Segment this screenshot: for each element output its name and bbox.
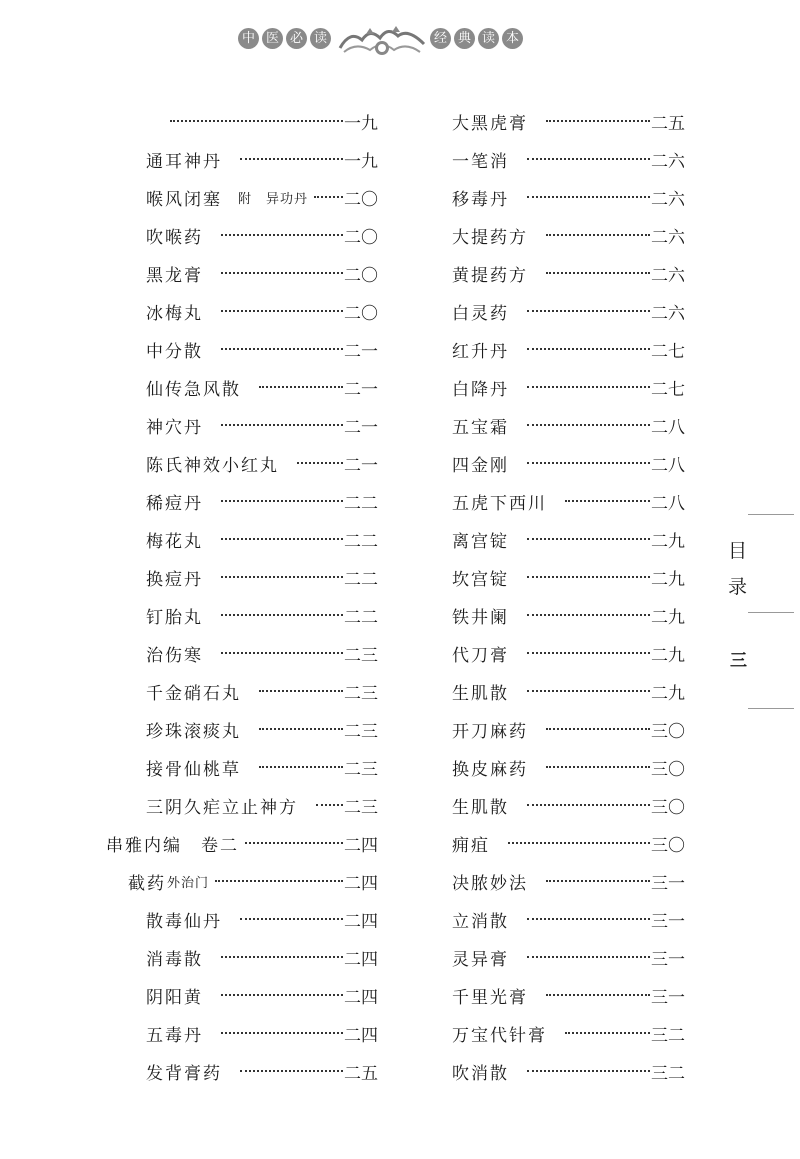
- toc-entry[interactable]: [146, 444, 378, 482]
- toc-entry[interactable]: [146, 938, 378, 976]
- toc-entry[interactable]: [146, 292, 378, 330]
- toc-entry-page: 一九: [344, 151, 378, 172]
- toc-entry-page: 二二: [344, 569, 378, 590]
- dot-leader: [527, 462, 650, 464]
- dot-leader: [221, 614, 343, 616]
- dot-leader: [546, 728, 650, 730]
- toc-entry-page: 二九: [651, 531, 685, 552]
- toc-entry-title: 治伤寒: [146, 645, 203, 666]
- dot-leader: [565, 1032, 650, 1034]
- dot-leader: [527, 158, 650, 160]
- dot-leader: [546, 880, 650, 882]
- dot-leader: [527, 1070, 650, 1072]
- toc-entry-page: 二一: [344, 417, 378, 438]
- toc-entry-title: 一笔消: [452, 151, 509, 172]
- toc-entry[interactable]: [452, 786, 685, 824]
- toc-entry[interactable]: [128, 862, 378, 900]
- dot-leader: [240, 158, 343, 160]
- toc-entry-title: 万宝代针膏: [452, 1025, 547, 1046]
- toc-entry[interactable]: [452, 824, 685, 862]
- toc-entry-page: 二五: [344, 1063, 378, 1084]
- header-book-title: [430, 28, 523, 49]
- toc-entry-title: 黄提药方: [452, 265, 528, 286]
- toc-entry-page: 三〇: [651, 721, 685, 742]
- toc-entry[interactable]: [106, 824, 378, 862]
- toc-entry[interactable]: [452, 596, 685, 634]
- toc-entry-title: 生肌散: [452, 797, 509, 818]
- toc-entry-title: 钉胎丸: [146, 607, 203, 628]
- toc-entry[interactable]: [146, 140, 378, 178]
- header-ornament-icon: [336, 22, 428, 58]
- toc-entry[interactable]: [146, 976, 378, 1014]
- toc-entry-page: 三一: [651, 987, 685, 1008]
- toc-entry[interactable]: [146, 520, 378, 558]
- toc-entry[interactable]: [146, 216, 378, 254]
- toc-entry[interactable]: [452, 748, 685, 786]
- toc-entry-page: 二三: [344, 797, 378, 818]
- dot-leader: [221, 652, 343, 654]
- toc-entry-title: 灵异膏: [452, 949, 509, 970]
- toc-entry[interactable]: [452, 140, 685, 178]
- toc-entry-title: 白灵药: [452, 303, 509, 324]
- toc-entry-page: 二〇: [344, 189, 378, 210]
- dot-leader: [527, 424, 650, 426]
- toc-entry[interactable]: [146, 330, 378, 368]
- toc-entry-page: 三〇: [651, 797, 685, 818]
- toc-entry-title: 坎宫锭: [452, 569, 509, 590]
- toc-entry-title: 黑龙膏: [146, 265, 203, 286]
- toc-entry-page: 二一: [344, 341, 378, 362]
- dot-leader: [546, 766, 650, 768]
- toc-entry[interactable]: [452, 178, 685, 216]
- toc-entry-page: 二六: [651, 151, 685, 172]
- dot-leader: [221, 348, 343, 350]
- dot-leader: [221, 234, 343, 236]
- toc-entry-title: 代刀膏: [452, 645, 509, 666]
- dot-leader: [316, 804, 343, 806]
- dot-leader: [527, 196, 650, 198]
- toc-entry-title: 五虎下西川: [452, 493, 547, 514]
- toc-entry[interactable]: [146, 406, 378, 444]
- dot-leader: [259, 766, 343, 768]
- dot-leader: [221, 956, 343, 958]
- toc-entry-page: 二三: [344, 645, 378, 666]
- toc-entry[interactable]: [452, 482, 685, 520]
- toc-entry-title: 神穴丹: [146, 417, 203, 438]
- side-title-char: 录: [728, 576, 748, 598]
- dot-leader: [221, 994, 343, 996]
- dot-leader: [546, 234, 650, 236]
- toc-entry-page: 二三: [344, 721, 378, 742]
- toc-entry[interactable]: [146, 596, 378, 634]
- dot-leader: [221, 500, 343, 502]
- header-char: 读: [310, 28, 331, 49]
- toc-entry[interactable]: [452, 102, 685, 140]
- toc-entry-title: 通耳神丹: [146, 151, 222, 172]
- toc-entry-title: 消毒散: [146, 949, 203, 970]
- dot-leader: [527, 652, 650, 654]
- page-header: [0, 22, 800, 62]
- toc-entry-page: 二五: [651, 113, 685, 134]
- toc-entry-title: 换皮麻药: [452, 759, 528, 780]
- toc-entry-title: 四金刚: [452, 455, 509, 476]
- toc-entry[interactable]: [452, 558, 685, 596]
- toc-entry-title: 中分散: [146, 341, 203, 362]
- toc-entry-title: 大提药方: [452, 227, 528, 248]
- toc-entry-page: 二四: [344, 949, 378, 970]
- dot-leader: [527, 576, 650, 578]
- toc-entry-title: 开刀麻药: [452, 721, 528, 742]
- toc-entry[interactable]: [452, 1014, 685, 1052]
- dot-leader: [259, 386, 343, 388]
- toc-entry-page: 二三: [344, 683, 378, 704]
- toc-entry-page: 二一: [344, 455, 378, 476]
- toc-entry-page: 三一: [651, 873, 685, 894]
- toc-entry-page: 二六: [651, 227, 685, 248]
- toc-entry-page: 二六: [651, 189, 685, 210]
- toc-entry-page: 二〇: [344, 303, 378, 324]
- toc-entry[interactable]: [146, 368, 378, 406]
- dot-leader: [240, 918, 343, 920]
- toc-entry-page: 二四: [344, 835, 378, 856]
- toc-entry-page: 二六: [651, 265, 685, 286]
- toc-entry-title: 仙传急风散: [146, 379, 241, 400]
- toc-entry-page: 二四: [344, 1025, 378, 1046]
- toc-entry-page: 二一: [344, 379, 378, 400]
- dot-leader: [297, 462, 343, 464]
- toc-entry-page: 二四: [344, 987, 378, 1008]
- toc-entry[interactable]: [452, 520, 685, 558]
- toc-entry-page: 二六: [651, 303, 685, 324]
- toc-entry[interactable]: [452, 368, 685, 406]
- toc-entry-title: 痈疽: [452, 835, 490, 856]
- toc-entry[interactable]: [452, 330, 685, 368]
- toc-entry[interactable]: [146, 482, 378, 520]
- side-tab: [722, 514, 770, 709]
- toc-entry-title: 五毒丹: [146, 1025, 203, 1046]
- toc-entry-title: 冰梅丸: [146, 303, 203, 324]
- toc-entry-title: 千里光膏: [452, 987, 528, 1008]
- dot-leader: [221, 576, 343, 578]
- header-char: 读: [478, 28, 499, 49]
- dot-leader: [527, 804, 650, 806]
- toc-entry-title: 喉风闭塞: [146, 189, 222, 210]
- dot-leader: [527, 956, 650, 958]
- toc-entry[interactable]: [146, 1014, 378, 1052]
- toc-entry-title: 移毒丹: [452, 189, 509, 210]
- toc-entry-page: 二二: [344, 531, 378, 552]
- dot-leader: [546, 120, 650, 122]
- toc-entry-page: 三一: [651, 911, 685, 932]
- toc-entry-page: 二八: [651, 417, 685, 438]
- side-title-char: 目: [728, 540, 748, 562]
- toc-entry-title: 吹喉药: [146, 227, 203, 248]
- toc-entry[interactable]: [452, 216, 685, 254]
- toc-entry[interactable]: [452, 862, 685, 900]
- toc-entry[interactable]: [452, 292, 685, 330]
- dot-leader: [546, 994, 650, 996]
- dot-leader: [508, 842, 650, 844]
- toc-entry[interactable]: [452, 634, 685, 672]
- toc-entry-page: 三二: [651, 1063, 685, 1084]
- dot-leader: [245, 842, 343, 844]
- dot-leader: [527, 690, 650, 692]
- toc-entry[interactable]: [146, 1052, 378, 1090]
- toc-entry[interactable]: [146, 634, 378, 672]
- toc-entry-page: 二八: [651, 455, 685, 476]
- dot-leader: [221, 1032, 343, 1034]
- toc-entry-page: 二九: [651, 645, 685, 666]
- dot-leader: [527, 538, 650, 540]
- toc-entry-page: 三〇: [651, 835, 685, 856]
- toc-entry[interactable]: [146, 254, 378, 292]
- toc-entry[interactable]: [146, 748, 378, 786]
- toc-entry-title: 换痘丹: [146, 569, 203, 590]
- toc-entry[interactable]: [452, 406, 685, 444]
- toc-entry-note: 附 异功丹: [238, 191, 309, 207]
- toc-entry-title: 散毒仙丹: [146, 911, 222, 932]
- dot-leader: [259, 690, 343, 692]
- toc-entry-page: 二七: [651, 341, 685, 362]
- toc-entry-title: 吹消散: [452, 1063, 509, 1084]
- toc-entry-title: 珍珠滚痰丸: [146, 721, 241, 742]
- dot-leader: [565, 500, 650, 502]
- header-char: 本: [502, 28, 523, 49]
- dot-leader: [170, 120, 343, 122]
- toc-entry-title: 阴阳黄: [146, 987, 203, 1008]
- toc-entry-title: 串雅内编 卷二: [106, 835, 239, 856]
- toc-entry[interactable]: [452, 1052, 685, 1090]
- dot-leader: [215, 880, 343, 882]
- dot-leader: [221, 538, 343, 540]
- toc-entry-title: 铁井阑: [452, 607, 509, 628]
- toc-entry[interactable]: [452, 900, 685, 938]
- toc-entry[interactable]: [146, 558, 378, 596]
- toc-entry-page: 二七: [651, 379, 685, 400]
- toc-entry-title: 离宫锭: [452, 531, 509, 552]
- toc-entry-page: 二四: [344, 911, 378, 932]
- toc-entry-title: 陈氏神效小红丸: [146, 455, 279, 476]
- toc-entry-page: 二二: [344, 493, 378, 514]
- dot-leader: [527, 386, 650, 388]
- toc-entry-title: 立消散: [452, 911, 509, 932]
- toc-entry-title: 截药: [128, 873, 166, 894]
- dot-leader: [221, 272, 343, 274]
- dot-leader: [527, 310, 650, 312]
- dot-leader: [527, 614, 650, 616]
- toc-entry-title: 生肌散: [452, 683, 509, 704]
- side-rule: [748, 514, 794, 515]
- side-rule: [748, 708, 794, 709]
- toc-entry-page: 二九: [651, 607, 685, 628]
- toc-entry-page: 二四: [344, 873, 378, 894]
- dot-leader: [527, 918, 650, 920]
- toc-entry-page: 二〇: [344, 265, 378, 286]
- header-char: 经: [430, 28, 451, 49]
- toc-entry[interactable]: [164, 102, 378, 140]
- toc-entry-title: 白降丹: [452, 379, 509, 400]
- dot-leader: [546, 272, 650, 274]
- dot-leader: [527, 348, 650, 350]
- toc-entry-page: 二三: [344, 759, 378, 780]
- toc-entry-title: 发背膏药: [146, 1063, 222, 1084]
- header-char: 医: [262, 28, 283, 49]
- toc-entry-page: 三〇: [651, 759, 685, 780]
- header-char: 必: [286, 28, 307, 49]
- dot-leader: [240, 1070, 343, 1072]
- toc-entry[interactable]: [452, 976, 685, 1014]
- toc-entry-page: 二二: [344, 607, 378, 628]
- toc-entry-title: 大黑虎膏: [452, 113, 528, 134]
- side-rule: [748, 612, 794, 613]
- toc-entry-title: 梅花丸: [146, 531, 203, 552]
- toc-entry[interactable]: [146, 786, 378, 824]
- toc-entry-title: 三阴久疟立止神方: [146, 797, 298, 818]
- toc-entry[interactable]: [146, 900, 378, 938]
- dot-leader: [221, 310, 343, 312]
- toc-entry-page: 二〇: [344, 227, 378, 248]
- toc-entry[interactable]: [452, 710, 685, 748]
- page-number: 三: [730, 651, 747, 671]
- header-series-title: [238, 28, 331, 49]
- toc-entry-page: 二九: [651, 569, 685, 590]
- toc-entry-title: 决脓妙法: [452, 873, 528, 894]
- toc-entry[interactable]: [452, 254, 685, 292]
- toc-entry[interactable]: [452, 444, 685, 482]
- toc-entry-page: 三二: [651, 1025, 685, 1046]
- header-char: 中: [238, 28, 259, 49]
- toc-entry-title: 千金硝石丸: [146, 683, 241, 704]
- toc-entry-page: 二八: [651, 493, 685, 514]
- dot-leader: [259, 728, 343, 730]
- toc-entry[interactable]: [146, 710, 378, 748]
- dot-leader: [314, 196, 343, 198]
- header-char: 典: [454, 28, 475, 49]
- toc-entry-title: 稀痘丹: [146, 493, 203, 514]
- toc-entry[interactable]: [146, 672, 378, 710]
- toc-entry[interactable]: [146, 178, 378, 216]
- toc-entry[interactable]: [452, 938, 685, 976]
- toc-entry-note: 外治门: [167, 875, 210, 891]
- toc-entry-title: 接骨仙桃草: [146, 759, 241, 780]
- toc-entry-page: 二九: [651, 683, 685, 704]
- toc-entry-page: 一九: [344, 113, 378, 134]
- toc-entry[interactable]: [452, 672, 685, 710]
- toc-entry-page: 三一: [651, 949, 685, 970]
- dot-leader: [221, 424, 343, 426]
- toc-entry-title: 红升丹: [452, 341, 509, 362]
- toc-entry-title: 五宝霜: [452, 417, 509, 438]
